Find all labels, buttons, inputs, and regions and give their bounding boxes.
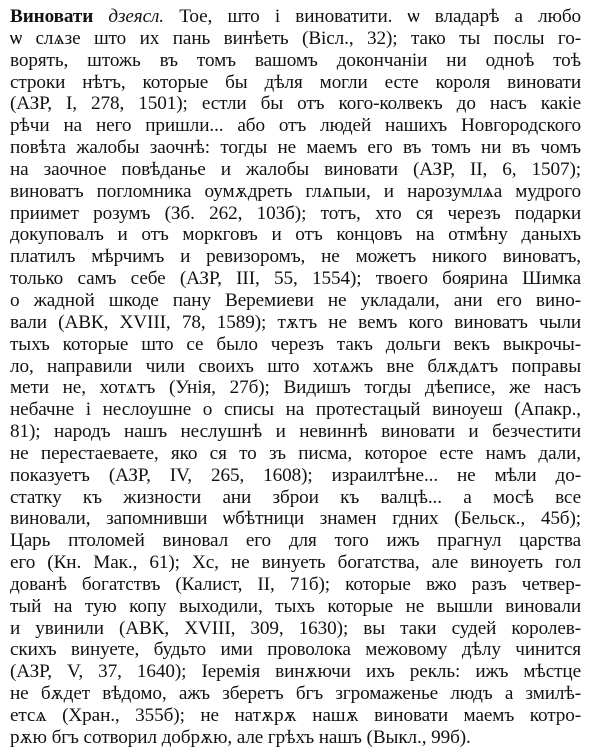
entry-line: строки нѣтъ, которые бы дѣля могли есте короля виновати — [10, 71, 581, 93]
entry-line: его (Кн. Мак., 61); Хс, не винуеть богатства, але виноуеть гол — [10, 552, 581, 574]
entry-line: Царь птоломей виновал его для того ижъ прагнул царства — [10, 530, 581, 552]
entry-line: на заочное повѣданье и жалобы виновати (АЗР, II, 6, 1507); — [10, 158, 581, 180]
entry-headword: Виновати — [10, 6, 94, 27]
entry-grammar-label: дзеясл. — [108, 6, 164, 27]
entry-line: 81); народъ нашъ неслушнѣ и невиннѣ виновати и безчестити — [10, 421, 581, 443]
entry-line: не бѫдет вѣдомо, ажъ зберетъ бгъ згромаженье людъ а змилѣ- — [10, 683, 581, 705]
entry-line: мети не, хотѧтъ (Унія, 27б); Видишъ тогды дѣеписе, же насъ — [10, 377, 581, 399]
entry-line: докуповалъ и отъ моркговъ и отъ концовъ на отмѣну даныхъ — [10, 224, 581, 246]
entry-line: платилъ мѣрчимъ и ревизоромъ, не можетъ никого виноватъ, — [10, 246, 581, 268]
entry-line: рѣчи на него пришли... або отъ людей нашихъ Новгородского — [10, 115, 581, 137]
entry-line: о жадной шкоде пану Веремиеви не укладали, ани его вино- — [10, 289, 581, 311]
entry-line: етсѧ (Хран., 355б); не натѫрѫ нашѫ виновати маемъ котро- — [10, 705, 581, 726]
entry-line: Виновати дзеясл. Тое, што і виноватити. ѡ владарѣ а любо — [10, 6, 581, 27]
dictionary-entry-text — [10, 6, 581, 749]
entry-line: (АЗР, V, 37, 1640); Іеремія винѫючи ихъ рекль: ижъ мѣстце — [10, 661, 581, 683]
entry-line: ѡ слѧзе што их пань винѣеть (Вісл., 32); тако ты послы го- — [10, 27, 581, 49]
entry-line: виноватъ погломника оумѫдреть глѧпыи, и нарозумлѧа мудрого — [10, 180, 581, 202]
entry-line: статку къ жизности ани зброи къ валцѣ... а мосѣ все — [10, 486, 581, 508]
entry-line: виновали, запомнивши ѡбѣтници знамен гдних (Бельск., 45б); — [10, 508, 581, 530]
entry-line: приимет розумъ (Зб. 262, 103б); тотъ, хто ся черезъ подарки — [10, 202, 581, 224]
entry-line: рѫю бгъ сотворил добрѫю, але грѣхъ нашъ (Выкл., 99б). — [10, 726, 471, 748]
entry-line: скихъ винуете, будьто ими проволока межовому дѣлу чинится — [10, 639, 581, 661]
entry-line: ворять, штожь въ томъ вашомъ докончаніи ни одноѣ тоѣ — [10, 49, 581, 71]
entry-line: небачне і неслоушне о списы на протестацый виноуеш (Апакр., — [10, 399, 581, 421]
entry-line: не перестаеваете, яко ся то зъ писма, которое есте намъ дали, — [10, 442, 581, 464]
entry-line: только самъ себе (АЗР, III, 55, 1554); твоего боярина Шимка — [10, 268, 581, 290]
entry-line: вали (АВК, XVIII, 78, 1589); тѫтъ не вемъ кого виноватъ чыли — [10, 311, 581, 333]
entry-line: тыхъ которые што се было черезъ такъ дольги векъ выкрочы- — [10, 333, 581, 355]
entry-line: повѣта жалобы заочнѣ: тогды не маемъ его въ томъ ни въ чомъ — [10, 137, 581, 159]
entry-line: тый на тую копу выходили, тыхъ которые не вышли виновали — [10, 595, 581, 617]
entry-line: показуетъ (АЗР, IV, 265, 1608); израилтѣне... не мѣли до- — [10, 464, 581, 486]
entry-line: и увинили (АВК, XVIII, 309, 1630); вы таки судей королев- — [10, 617, 581, 639]
entry-line: ло, направили чили своихъ што хотѧжъ вне блѫдѧтъ поправы — [10, 355, 581, 377]
entry-line: (АЗР, I, 278, 1501); естли бы отъ кого-колвекъ до насъ какіе — [10, 93, 581, 115]
entry-line: дованѣ богатствъ (Калист, II, 71б); которые вжо разъ четвер- — [10, 573, 581, 595]
